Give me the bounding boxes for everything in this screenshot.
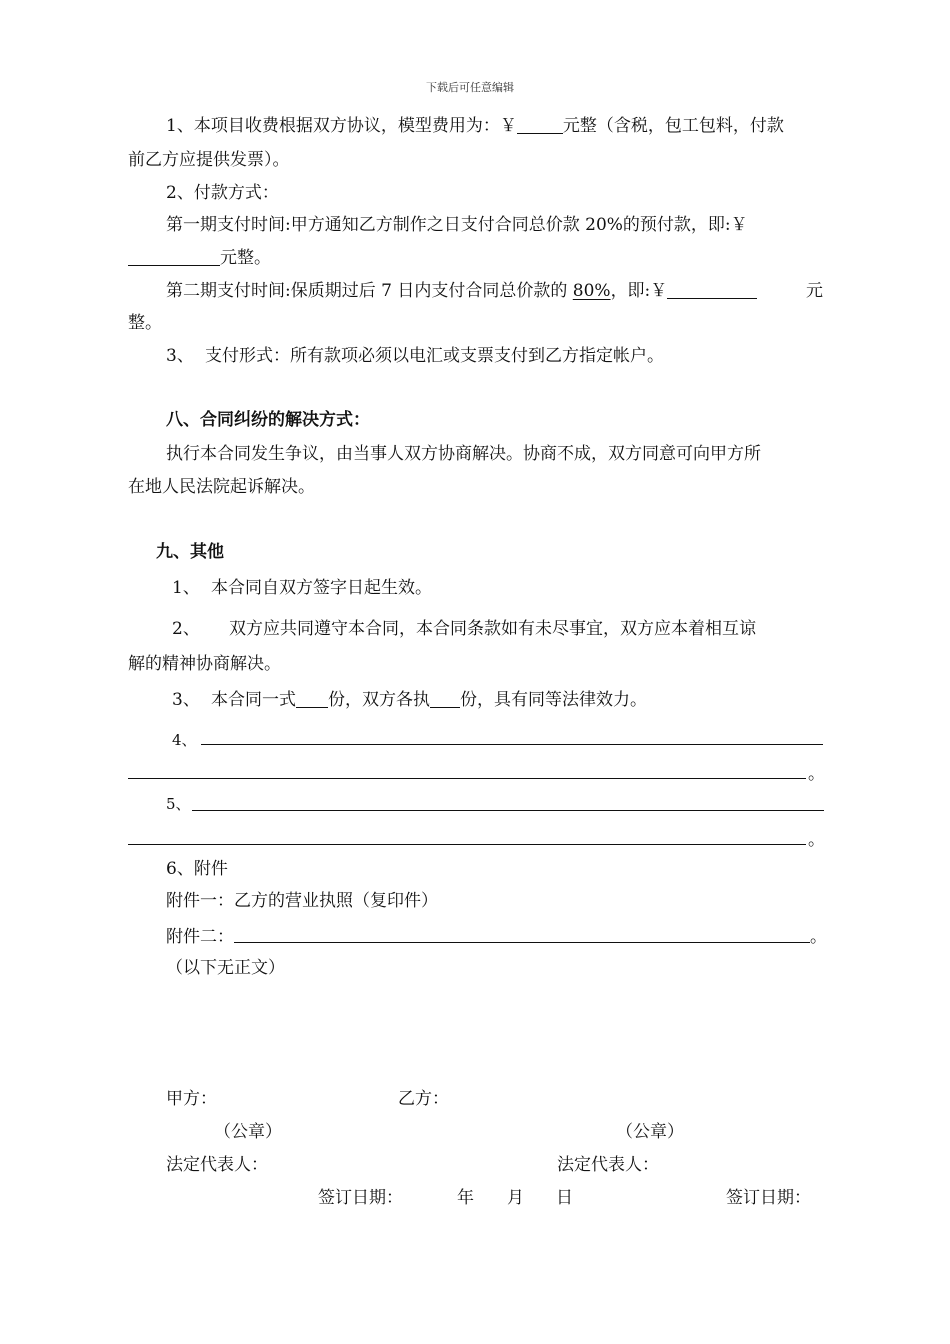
payment-phase-2-text-a: 第二期支付时间:保质期过后 7 日内支付合同总价款的 [166, 281, 573, 301]
item-3-text-c: 份，具有同等法律效力。 [460, 690, 647, 710]
payment-form-text: 支付形式：所有款项必须以电汇或支票支付到乙方指定帐户。 [205, 346, 664, 366]
payment-phase-2-text-b: ，即:￥ [610, 281, 668, 301]
section-9-title: 九、其他 [156, 542, 224, 562]
item-3-number: 3、 [172, 690, 200, 710]
item-5-blank-line [192, 810, 824, 811]
section-8-line-2: 在地人民法院起诉解决。 [128, 477, 315, 497]
item-2-cont: 解的精神协商解决。 [128, 654, 281, 674]
payment-clause-1-cont: 前乙方应提供发票）。 [128, 150, 290, 170]
item-3-text [211, 690, 647, 710]
item-4-number: 4、 [172, 731, 197, 749]
payment-clause-1-text-a: 1、本项目收费根据双方协议，模型费用为：￥ [166, 116, 517, 136]
payment-form-number: 3、 [166, 346, 194, 366]
item-2-number: 2、 [172, 619, 200, 639]
payment-phase-1-text-b: 元整。 [220, 248, 271, 268]
item-5-number: 5、 [166, 795, 191, 813]
phase-2-amount-blank [667, 282, 757, 299]
date-year-label: 年 [457, 1188, 474, 1208]
attachment-2-label: 附件二： [166, 927, 234, 947]
item-2-text: 双方应共同遵守本合同，本合同条款如有未尽事宜，双方应本着相互谅 [229, 619, 756, 639]
item-1-text: 本合同自双方签字日起生效。 [211, 578, 432, 598]
payment-phase-1-cont [128, 248, 271, 268]
section-8-title: 八、合同纠纷的解决方式： [166, 410, 370, 430]
date-day-label: 日 [556, 1188, 573, 1208]
party-a-label: 甲方： [166, 1089, 217, 1109]
party-b-representative: 法定代表人： [557, 1155, 659, 1175]
item-5-blank-line-2 [128, 844, 806, 845]
payment-phase-2 [166, 281, 757, 301]
copies-each-blank [430, 691, 460, 708]
payment-phase-2-cont: 整。 [128, 313, 162, 333]
item-4-period: 。 [808, 764, 825, 784]
fee-amount-blank [517, 117, 563, 134]
item-3-text-b: 份，双方各执 [328, 690, 430, 710]
item-3-text-a: 本合同一式 [211, 690, 296, 710]
end-note: （以下无正文） [166, 958, 285, 978]
payment-clause-1-text-b: 元整（含税，包工包料，付款 [562, 116, 784, 136]
phase-1-amount-blank [128, 249, 220, 266]
copies-total-blank [296, 691, 328, 708]
section-8-line-1: 执行本合同发生争议，由当事人双方协商解决。协商不成，双方同意可向甲方所 [166, 444, 761, 464]
payment-phase-2-percent: 80% [572, 281, 611, 301]
item-4-blank-line [201, 744, 823, 745]
attachment-2-blank-line [234, 942, 810, 943]
item-5-period: 。 [808, 830, 825, 850]
item-6-title: 6、附件 [166, 859, 228, 879]
item-1-number: 1、 [172, 578, 200, 598]
party-b-label: 乙方： [398, 1089, 449, 1109]
party-b-sign-date-label: 签订日期： [726, 1188, 811, 1208]
payment-phase-1: 第一期支付时间:甲方通知乙方制作之日支付合同总价款 20%的预付款，即:￥ [166, 215, 748, 235]
payment-phase-2-text-c: 元 [806, 281, 823, 301]
date-month-label: 月 [507, 1188, 524, 1208]
payment-method-title: 2、付款方式： [166, 183, 279, 203]
party-a-seal: （公章） [214, 1122, 282, 1142]
payment-clause-1 [166, 116, 784, 136]
party-b-seal: （公章） [616, 1122, 684, 1142]
attachment-1: 附件一：乙方的营业执照（复印件） [166, 891, 438, 911]
party-a-representative: 法定代表人： [166, 1155, 268, 1175]
party-a-sign-date-label: 签订日期： [318, 1188, 403, 1208]
item-4-blank-line-2 [128, 778, 806, 779]
header-note: 下载后可任意编辑 [426, 81, 514, 94]
attachment-2-period: 。 [810, 927, 827, 947]
